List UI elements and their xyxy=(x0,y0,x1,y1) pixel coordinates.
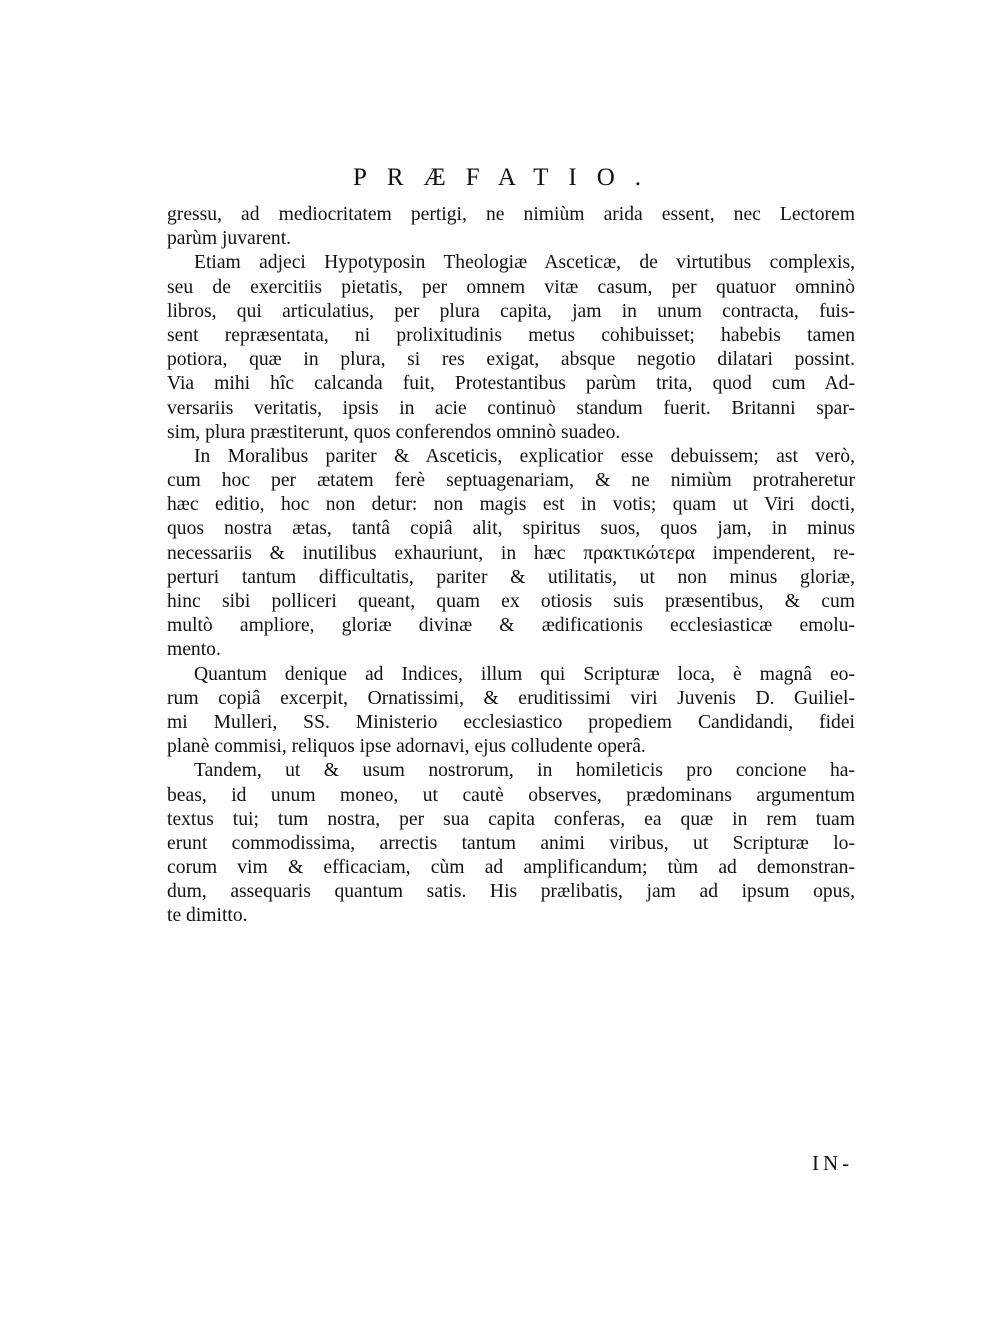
paragraph-1 xyxy=(167,203,855,251)
text-line: dum, assequaris quantum satis. His prælibatis, jam ad ipsum opus, xyxy=(167,881,855,903)
text-line: Etiam adjeci Hypotyposin Theologiæ Asceticæ, de virtutibus complexis, xyxy=(194,252,855,274)
paragraph-4 xyxy=(167,663,855,760)
catchword: IN- xyxy=(812,1151,854,1175)
text-line: Tandem, ut & usum nostrorum, in homileticis pro concione ha- xyxy=(194,760,855,782)
text-line: libros, qui articulatius, per plura capita, jam in unum contracta, fuis- xyxy=(167,300,855,322)
text-line: sim, plura præstiterunt, quos conferendos omninò suadeo. xyxy=(167,421,621,443)
text-line: In Moralibus pariter & Asceticis, explicatior esse debuissem; ast verò, xyxy=(194,445,855,467)
paragraph-5 xyxy=(167,759,855,928)
text-line: perturi tantum difficultatis, pariter & utilitatis, ut non minus gloriæ, xyxy=(167,566,855,588)
text-line: beas, id unum moneo, ut cautè observes, prædominans argumentum xyxy=(167,784,855,806)
paragraph-2 xyxy=(167,251,855,445)
text-line: potiora, quæ in plura, si res exigat, absque negotio dilatari possint. xyxy=(167,349,855,371)
text-line: corum vim & efficaciam, cùm ad amplificandum; tùm ad demonstran- xyxy=(167,857,855,879)
text-line: erunt commodissima, arrectis tantum animi viribus, ut Scripturæ lo- xyxy=(167,832,855,854)
text-line: parùm juvarent. xyxy=(167,228,292,250)
text-line: hæc editio, hoc non detur: non magis est in votis; quam ut Viri docti, xyxy=(167,494,855,516)
text-line: textus tui; tum nostra, per sua capita conferas, ea quæ in rem tuam xyxy=(167,808,855,830)
text-line: mento. xyxy=(167,639,221,661)
text-line: gressu, ad mediocritatem pertigi, ne nimiùm arida essent, nec Lectorem xyxy=(167,204,855,225)
text-line: Via mihi hîc calcanda fuit, Protestantibus parùm trita, quod cum Ad- xyxy=(167,373,855,395)
text-line: cum hoc per ætatem ferè septuagenariam, & ne nimiùm protraheretur xyxy=(167,470,855,492)
text-line: necessariis & inutilibus exhauriunt, in hæc πρακτικώτερα impenderent, re- xyxy=(167,542,855,564)
preface-body xyxy=(167,203,855,929)
text-line: planè commisi, reliquos ipse adornavi, ejus colludente operâ. xyxy=(167,736,646,758)
text-line: hinc sibi polliceri queant, quam ex otiosis suis præsentibus, & cum xyxy=(167,591,855,612)
text-line: Quantum denique ad Indices, illum qui Scripturæ loca, è magnâ eo- xyxy=(194,663,855,685)
text-line: sent repræsentata, ni prolixitudinis metus cohibuisset; habebis tamen xyxy=(167,324,855,346)
text-line: multò ampliore, gloriæ divinæ & ædificationis ecclesiasticæ emolu- xyxy=(167,615,855,637)
text-line: seu de exercitiis pietatis, per omnem vitæ casum, per quatuor omninò xyxy=(167,276,855,298)
text-line: te dimitto. xyxy=(167,905,248,927)
text-line: quos nostra ætas, tantâ copiâ alit, spiritus suos, quos jam, in minus xyxy=(167,518,855,540)
paragraph-3 xyxy=(167,445,855,663)
text-line: versariis veritatis, ipsis in acie continuò standum fuerit. Britanni spar- xyxy=(167,397,855,419)
text-line: rum copiâ excerpit, Ornatissimi, & eruditissimi viri Juvenis D. Guiliel- xyxy=(167,687,855,709)
text-line: mi Mulleri, SS. Ministerio ecclesiastico propediem Candidandi, fidei xyxy=(167,711,855,733)
running-head: PRÆFATIO. xyxy=(352,164,662,191)
